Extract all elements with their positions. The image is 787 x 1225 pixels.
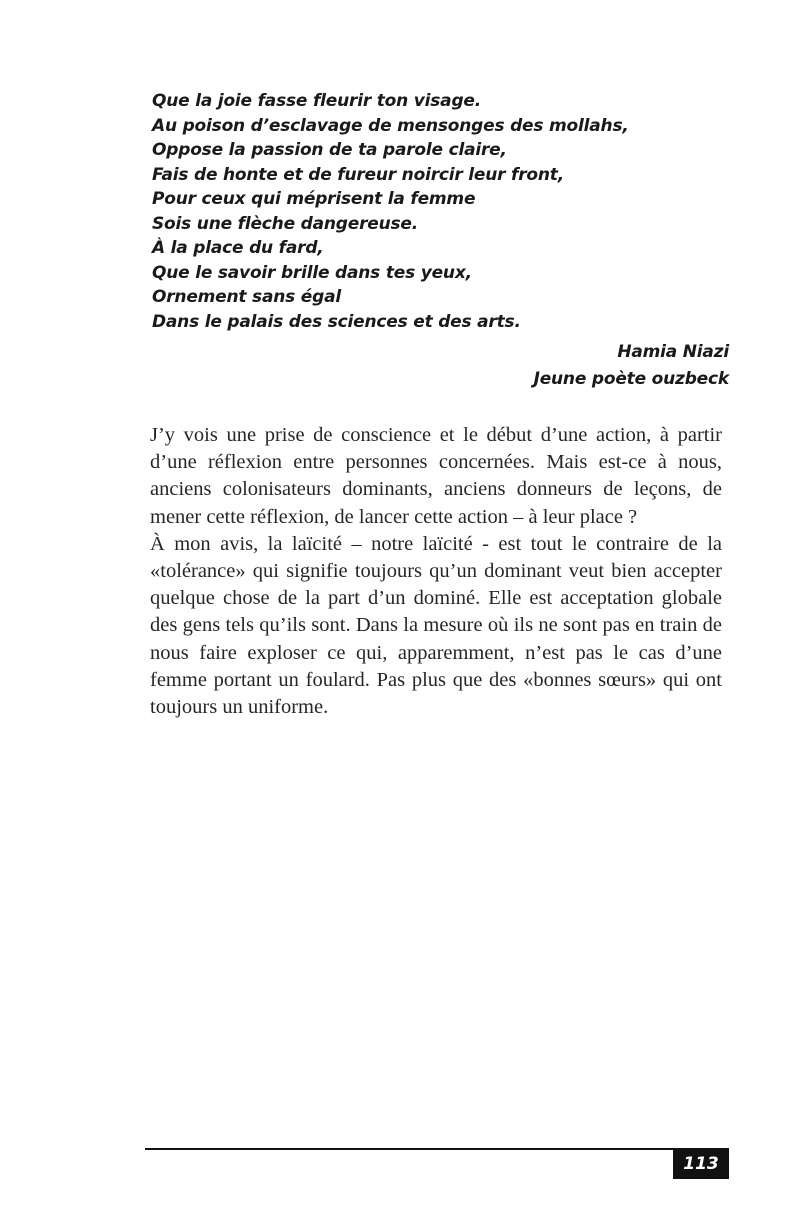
footer-rule bbox=[145, 1148, 729, 1150]
poem-line: Au poison d’esclavage de mensonges des mollahs, bbox=[152, 115, 629, 136]
poem-author: Hamia Niazi bbox=[617, 342, 729, 362]
poem-author-description: Jeune poète ouzbeck bbox=[533, 369, 729, 389]
poem-line: À la place du fard, bbox=[152, 238, 324, 258]
poem-line: Pour ceux qui méprisent la femme bbox=[152, 189, 476, 209]
body-paragraph: J’y vois une prise de conscience et le début d’une action, à partir d’une réflexion entre personnes concernées. Mais est-ce à nous, anciens colonisateurs dominants, anciens donneurs de leçons, de mener cette réflexion, de lancer cette action – à leur place ? bbox=[150, 424, 722, 528]
poem-line: Ornement sans égal bbox=[152, 287, 341, 307]
poem-line: Oppose la passion de ta parole claire, bbox=[152, 140, 507, 160]
poem-line: Que la joie fasse fleurir ton visage. bbox=[152, 91, 482, 111]
page-number: 113 bbox=[673, 1149, 729, 1179]
poem-line: Fais de honte et de fureur noircir leur front, bbox=[152, 164, 564, 185]
poem-line: Que le savoir brille dans tes yeux, bbox=[152, 262, 472, 283]
body-text bbox=[150, 422, 722, 721]
poem bbox=[152, 89, 729, 334]
poem-line: Sois une flèche dangereuse. bbox=[152, 213, 418, 234]
poem-line: Dans le palais des sciences et des arts. bbox=[152, 311, 521, 332]
body-paragraph: À mon avis, la laïcité – notre laïcité - est tout le contraire de la «tolérance» qui signifie toujours qu’un dominant veut bien accepter quelque chose de la part d’un dominé. Elle est acceptation globale des gens tels qu’ils sont. Dans la mesure où ils ne sont pas en train de nous faire exploser ce qui, apparemment, n’est pas le cas d’une femme portant un foulard. Pas plus que des «bonnes sœurs» qui ont toujours un uniforme. bbox=[150, 532, 722, 719]
poem-attribution bbox=[534, 339, 729, 393]
